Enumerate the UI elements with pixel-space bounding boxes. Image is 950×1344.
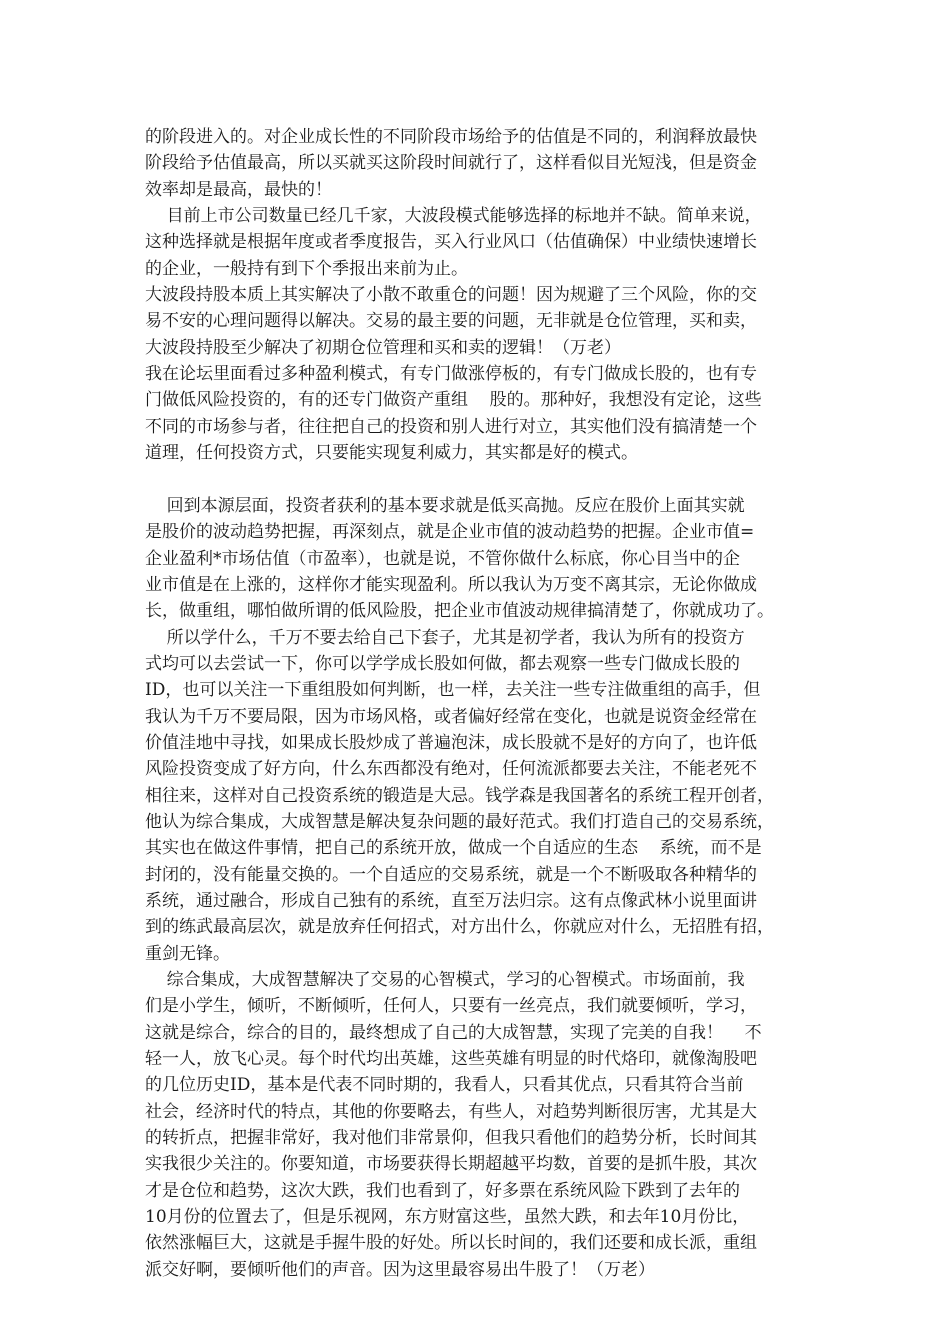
text-line: ID，也可以关注一下重组股如何判断，也一样，去关注一些专注做重组的高手，但 bbox=[145, 680, 761, 701]
text-line: 道理，任何投资方式，只要能实现复利威力，其实都是好的模式。 bbox=[145, 443, 638, 464]
text-line: 我在论坛里面看过多种盈利模式，有专门做涨停板的，有专门做成长股的，也有专 bbox=[145, 364, 757, 385]
text-line: 封闭的，没有能量交换的。一个自适应的交易系统，就是一个不断吸取各种精华的 bbox=[145, 864, 757, 885]
text-line: 易不安的心理问题得以解决。交易的最主要的问题，无非就是仓位管理，买和卖， bbox=[145, 311, 757, 332]
text-line: 这种选择就是根据年度或者季度报告，买入行业风口（估值确保）中业绩快速增长 bbox=[145, 232, 757, 253]
text-line: 他认为综合集成，大成智慧是解决复杂问题的最好范式。我们打造自己的交易系统， bbox=[145, 811, 774, 832]
text-line: 相往来，这样对自己投资系统的锻造是大忌。钱学森是我国著名的系统工程开创者， bbox=[145, 785, 774, 806]
text-line: 社会，经济时代的特点，其他的你要略去，有些人，对趋势判断很厉害，尤其是大 bbox=[145, 1101, 757, 1122]
text-line: 轻一人，放飞心灵。每个时代均出英雄，这些英雄有明显的时代烙印，就像淘股吧 bbox=[145, 1049, 757, 1070]
text-line: 这就是综合，综合的目的，最终想成了自己的大成智慧，实现了完美的自我！ 不 bbox=[145, 1022, 762, 1043]
text-line: 的转折点，把握非常好，我对他们非常景仰，但我只看他们的趋势分析，长时间其 bbox=[145, 1128, 757, 1149]
text-line: 派交好啊，要倾听他们的声音。因为这里最容易出牛股了！（万老） bbox=[145, 1259, 655, 1280]
paragraph-gap bbox=[145, 466, 813, 492]
text-line: 目前上市公司数量已经几千家，大波段模式能够选择的标地并不缺。简单来说， bbox=[145, 206, 762, 227]
text-line: 才是仓位和趋势，这次大跌，我们也看到了，好多票在系统风险下跌到了去年的 bbox=[145, 1180, 740, 1201]
text-line: 回到本源层面，投资者获利的基本要求就是低买高抛。反应在股价上面其实就 bbox=[145, 495, 745, 516]
text-line: 业市值是在上涨的，这样你才能实现盈利。所以我认为万变不离其宗，无论你做成 bbox=[145, 574, 757, 595]
text-line: 式均可以去尝试一下，你可以学学成长股如何做，都去观察一些专门做成长股的 bbox=[145, 653, 740, 674]
text-line: 到的练武最高层次，就是放弃任何招式，对方出什么，你就应对什么，无招胜有招， bbox=[145, 917, 774, 938]
text-line: 大波段持股本质上其实解决了小散不敢重仓的问题！因为规避了三个风险，你的交 bbox=[145, 285, 757, 306]
text-line: 门做低风险投资的，有的还专门做资产重组 股的。那种好，我想没有定论，这些 bbox=[145, 390, 762, 411]
text-line: 不同的市场参与者，往往把自己的投资和别人进行对立，其实他们没有搞清楚一个 bbox=[145, 416, 757, 437]
text-line: 企业盈利*市场估值（市盈率），也就是说，不管你做什么标底，你心目当中的企 bbox=[145, 548, 740, 569]
text-line: 是股价的波动趋势把握，再深刻点，就是企业市值的波动趋势的把握。企业市值= bbox=[145, 522, 755, 543]
text-line: 系统，通过融合，形成自己独有的系统，直至万法归宗。这有点像武林小说里面讲 bbox=[145, 890, 757, 911]
text-line: 重剑无锋。 bbox=[145, 943, 230, 964]
text-line: 大波段持股至少解决了初期仓位管理和买和卖的逻辑！（万老） bbox=[145, 337, 621, 358]
text-line: 的企业，一般持有到下个季报出来前为止。 bbox=[145, 258, 468, 279]
text-line: 风险投资变成了好方向，什么东西都没有绝对，任何流派都要去关注，不能老死不 bbox=[145, 759, 757, 780]
text-line: 的几位历史ID，基本是代表不同时期的，我看人，只看其优点，只看其符合当前 bbox=[145, 1075, 744, 1096]
text-line: 依然涨幅巨大，这就是手握牛股的好处。所以长时间的，我们还要和成长派，重组 bbox=[145, 1233, 757, 1254]
text-line: 阶段给予估值最高，所以买就买这阶段时间就行了，这样看似目光短浅，但是资金 bbox=[145, 153, 757, 174]
text-line: 的阶段进入的。对企业成长性的不同阶段市场给予的估值是不同的，利润释放最快 bbox=[145, 127, 757, 147]
text-line: 10月份的位置去了，但是乐视网，东方财富这些，虽然大跌，和去年10月份比， bbox=[145, 1207, 750, 1228]
text-line: 所以学什么，千万不要去给自己下套子，尤其是初学者，我认为所有的投资方 bbox=[145, 627, 745, 648]
text-line: 实我很少关注的。你要知道，市场要获得长期超越平均数，首要的是抓牛股，其次 bbox=[145, 1154, 757, 1175]
text-line: 其实也在做这件事情，把自己的系统开放，做成一个自适应的生态 系统，而不是 bbox=[145, 838, 762, 859]
text-line: 价值洼地中寻找，如果成长股炒成了普遍泡沫，成长股就不是好的方向了，也许低 bbox=[145, 732, 757, 753]
text-line: 长，做重组，哪怕做所谓的低风险股，把企业市值波动规律搞清楚了，你就成功了。 bbox=[145, 601, 774, 622]
article-body bbox=[145, 124, 813, 1283]
text-line: 综合集成，大成智慧解决了交易的心智模式，学习的心智模式。市场面前，我 bbox=[145, 970, 745, 990]
text-line: 效率却是最高，最快的！ bbox=[145, 179, 332, 200]
text-line: 我认为千万不要局限，因为市场风格，或者偏好经常在变化，也就是说资金经常在 bbox=[145, 706, 757, 727]
text-line: 们是小学生，倾听，不断倾听，任何人，只要有一丝亮点，我们就要倾听，学习， bbox=[145, 996, 757, 1017]
